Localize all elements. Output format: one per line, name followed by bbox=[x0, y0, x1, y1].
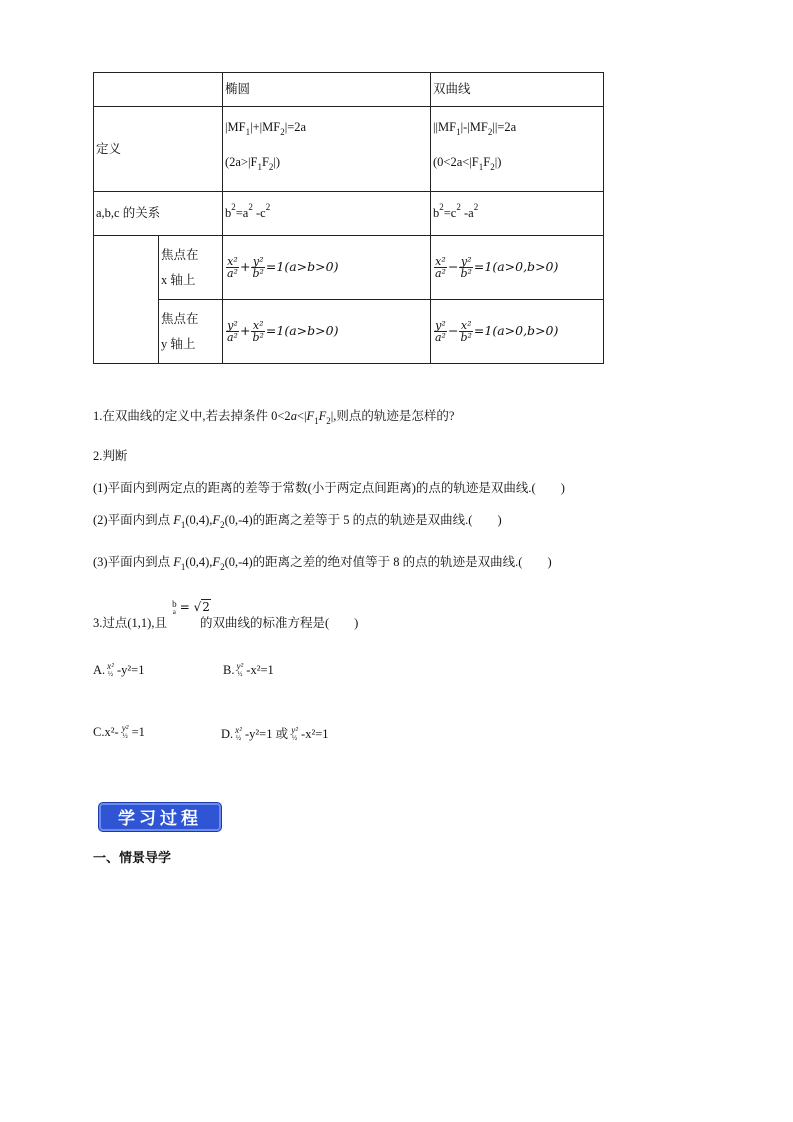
option-a: A. x² ½ -y²=1 bbox=[93, 661, 145, 678]
section-heading: 一、情景导学 bbox=[93, 851, 172, 866]
relation-label: a,b,c 的关系 bbox=[94, 192, 223, 236]
ellipse-x-equation: $\frac{\text{x²}}{\text{a²}}$ + $\frac{\text{y²}}{\text{b²}}$ =1(a>b>0) bbox=[223, 236, 431, 300]
hyperbola-x-equation: $\frac{\text{x²}}{\text{a²}}$ − $\frac{\text{y²}}{\text{b²}}$ =1(a>0,b>0) bbox=[431, 236, 604, 300]
question-2-item-1: (1)平面内到两定点的距离的差等于常数(小于两定点间距离)的点的轨迹是双曲线.( ) bbox=[93, 481, 565, 495]
option-b: B. y² ½ -x²=1 bbox=[223, 661, 274, 678]
definition-label: 定义 bbox=[94, 107, 223, 192]
option-c: C.x²- y² ½ =1 bbox=[93, 723, 145, 740]
comparison-table bbox=[93, 72, 604, 364]
question-3-stem: 3.过点(1,1),且 b a = √2 的双曲线的标准方程是( ) bbox=[93, 599, 359, 630]
hyperbola-definition: $||MF_1|-|MF_2||=2a$ $(0<2a<|F_1F_2|)$ bbox=[431, 107, 604, 192]
ellipse-relation: $b^2=a^2$ $-c^2$ bbox=[223, 192, 431, 236]
option-d: D. x² ½ -y²=1 或 y² ½ -x²=1 bbox=[221, 725, 329, 742]
ellipse-definition: $|MF_1|+|MF_2|=2a$ $(2a>|F_1F_2|)$ bbox=[223, 107, 431, 192]
question-2-item-2: (2)平面内到点 $F_1(0,4),F_2(0,-4)$的距离之差等于 5 的点的轨迹是双曲线.( ) bbox=[93, 513, 502, 530]
header-hyperbola: 双曲线 bbox=[431, 73, 604, 107]
learning-process-banner: 学习过程 bbox=[99, 803, 221, 831]
standard-equation-blank bbox=[94, 236, 159, 364]
question-2-item-3: (3)平面内到点 $F_1(0,4),F_2(0,-4)$的距离之差的绝对值等于 8 的点的轨迹是双曲线.( ) bbox=[93, 555, 552, 572]
header-ellipse: 椭圆 bbox=[223, 73, 431, 107]
hyperbola-relation: $b^2=c^2$ $-a^2$ bbox=[431, 192, 604, 236]
y-axis-label: 焦点在 y 轴上 bbox=[159, 300, 223, 364]
hyperbola-y-equation: $\frac{\text{y²}}{\text{a²}}$ − $\frac{\text{x²}}{\text{b²}}$ =1(a>0,b>0) bbox=[431, 300, 604, 364]
question-1: 1.在双曲线的定义中,若去掉条件 $0<2a<|F_1F_2|$,则点的轨迹是怎样的? bbox=[93, 409, 455, 426]
x-axis-label: 焦点在 x 轴上 bbox=[159, 236, 223, 300]
header-empty-cell bbox=[94, 73, 223, 107]
ellipse-y-equation: $\frac{\text{y²}}{\text{a²}}$ + $\frac{\text{x²}}{\text{b²}}$ =1(a>b>0) bbox=[223, 300, 431, 364]
question-2-title: 2.判断 bbox=[93, 449, 128, 463]
